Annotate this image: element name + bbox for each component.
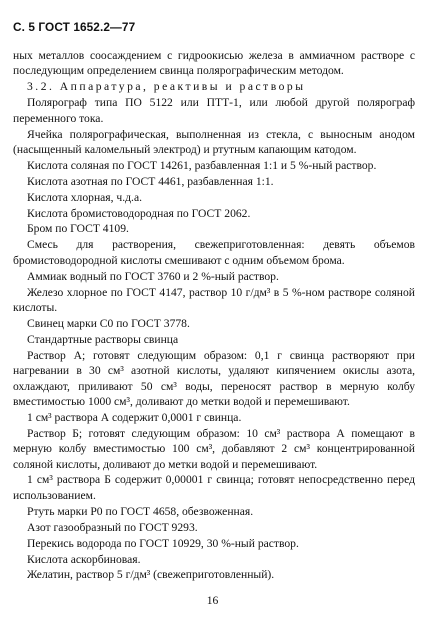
document-body <box>13 48 415 583</box>
paragraph: Кислота азотная по ГОСТ 4461, разбавленная 1:1. <box>27 174 274 188</box>
paragraph: Ртуть марки Р0 по ГОСТ 4658, обезвоженная. <box>27 504 254 518</box>
paragraph: Свинец марки С0 по ГОСТ 3778. <box>27 316 190 330</box>
paragraph: ных металлов соосаждением с гидроокисью железа в аммиачном растворе с последующим определением свинца полярографическим методом. <box>13 49 415 78</box>
paragraph: Азот газообразный по ГОСТ 9293. <box>27 520 198 534</box>
paragraph: 1 см³ раствора Б содержит 0,00001 г свинца; готовят непосредственно перед использованием. <box>13 473 415 502</box>
paragraph: Перекись водорода по ГОСТ 10929, 30 %-ный раствор. <box>27 536 299 550</box>
paragraph: Кислота бромистоводородная по ГОСТ 2062. <box>27 206 251 220</box>
paragraph: Раствор А; готовят следующим образом: 0,1 г свинца растворяют при нагревании в 30 см³ азотной кислоты, удаляют кипячением окислы азота, охлаждают, приливают 50 см³ воды, переносят раствор в мерную колбу вместимостью 1000 см³, доливают до метки водой и перемешивают. <box>13 348 415 408</box>
paragraph: Кислота аскорбиновая. <box>27 552 141 566</box>
page-header: С. 5 ГОСТ 1652.2—77 <box>13 20 136 34</box>
paragraph: Кислота хлорная, ч.д.а. <box>27 190 142 204</box>
paragraph: Стандартные растворы свинца <box>27 332 179 346</box>
paragraph: Аммиак водный по ГОСТ 3760 и 2 %-ный раствор. <box>27 269 279 283</box>
paragraph: Смесь для растворения, свежеприготовленная: девять объемов бромистоводородной кислоты смешивают с одним объемом брома. <box>13 238 415 267</box>
paragraph: Кислота соляная по ГОСТ 14261, разбавленная 1:1 и 5 %-ный раствор. <box>27 158 377 172</box>
page-number: 16 <box>206 594 219 607</box>
paragraph: Желатин, раствор 5 г/дм³ (свежеприготовленный). <box>27 568 275 582</box>
paragraph: 1 см³ раствора А содержит 0,0001 г свинца. <box>27 410 242 424</box>
paragraph: Бром по ГОСТ 4109. <box>27 222 129 236</box>
paragraph: Раствор Б; готовят следующим образом: 10 см³ раствора А помещают в мерную колбу вместимостью 100 см³, добавляют 2 см³ концентрированной соляной кислоты, доливают до метки водой и перемешивают. <box>13 426 415 471</box>
paragraph: Ячейка полярографическая, выполненная из стекла, с выносным анодом (насыщенный каломельный электрод) и ртутным капающим катодом. <box>13 127 415 156</box>
paragraph: Полярограф типа ПО 5122 или ПТТ-1, или любой другой полярограф переменного тока. <box>13 96 415 125</box>
section-heading: 3.2. Аппаратура, реактивы и растворы <box>27 80 306 94</box>
paragraph: Железо хлорное по ГОСТ 4147, раствор 10 г/дм³ в 5 %-ном растворе соляной кислоты. <box>13 285 415 314</box>
